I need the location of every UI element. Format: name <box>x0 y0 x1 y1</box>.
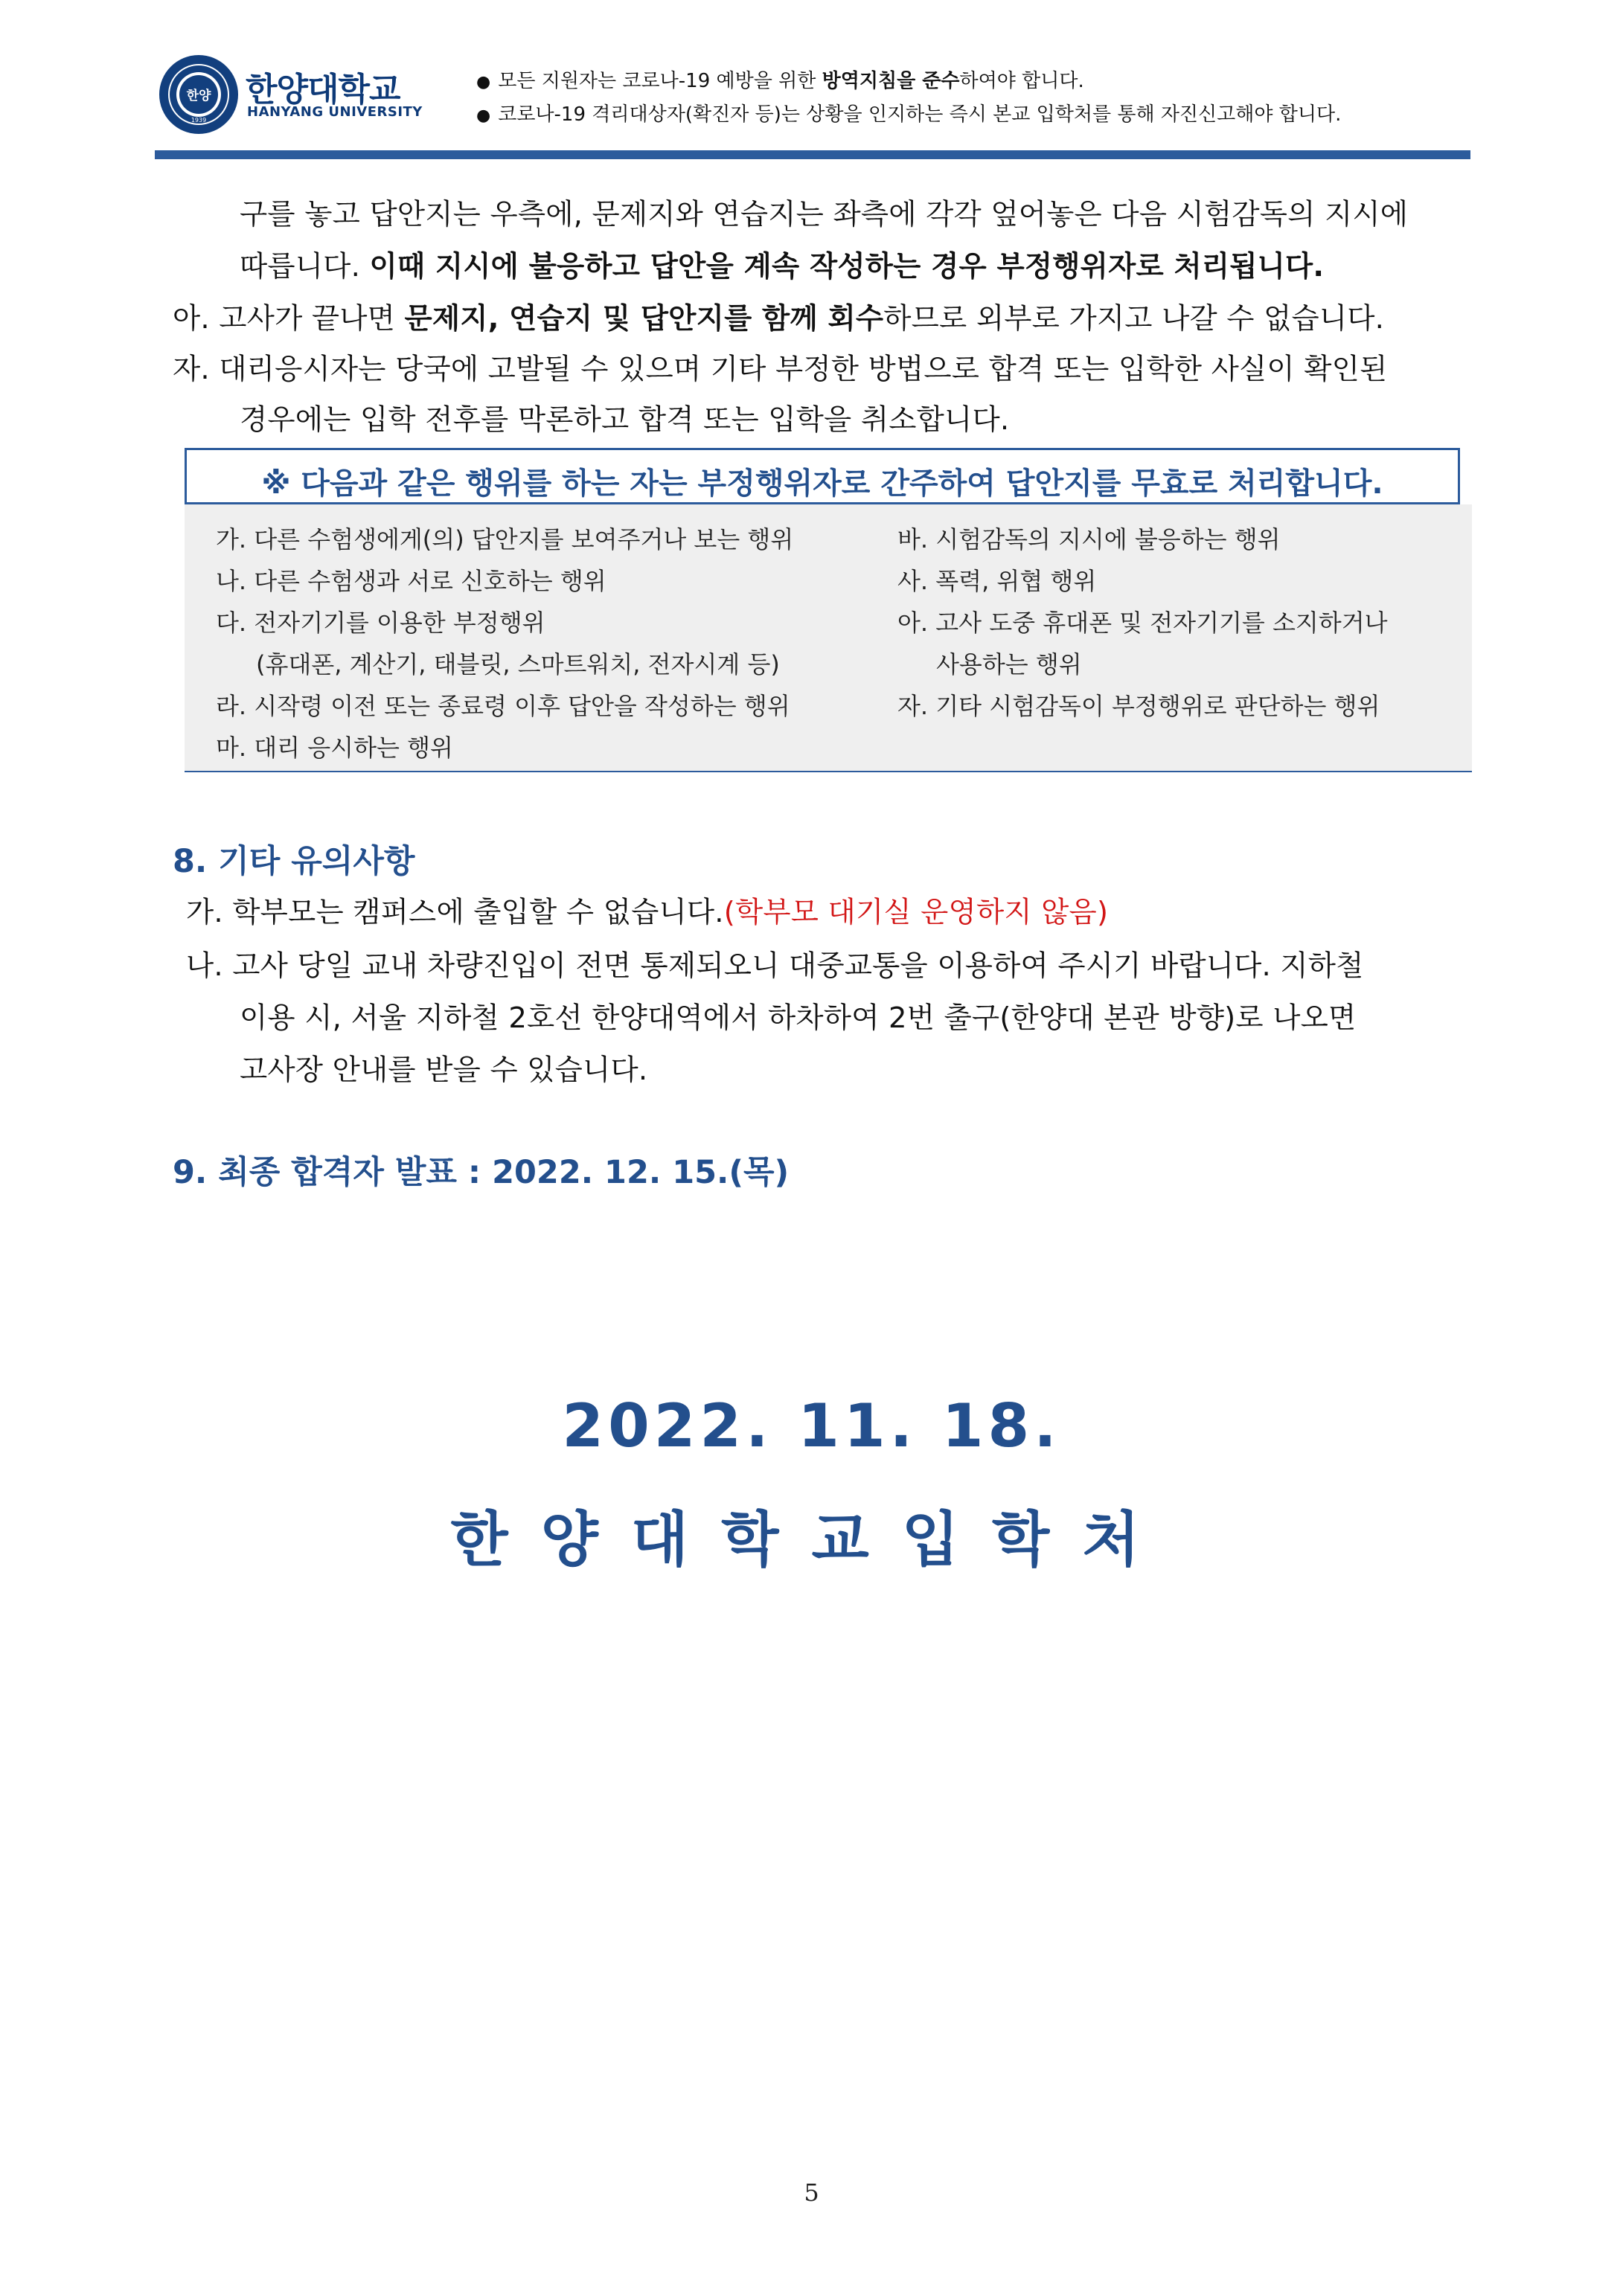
logo-text-korean: 한양대학교 <box>246 71 400 109</box>
bullet-icon: ● <box>476 106 491 125</box>
violation-item: 가. 다른 수험생에게(의) 답안지를 보여주거나 보는 행위 <box>216 525 794 554</box>
item-a-text-1: 고사가 끝나면 <box>209 302 405 336</box>
warning-title-box <box>185 448 1460 504</box>
university-logo <box>158 54 423 135</box>
item-ja-line-2: 경우에는 입학 전후를 막론하고 합격 또는 입학을 취소합니다. <box>240 403 1010 437</box>
header-notice-1 <box>476 65 1084 93</box>
item-ja-marker: 자. <box>173 353 210 386</box>
notice-1-bold: 방역지침을 준수 <box>822 70 960 92</box>
seal-year: 1939 <box>191 117 207 124</box>
violation-item: 라. 시작령 이전 또는 종료령 이후 답안을 작성하는 행위 <box>216 692 790 720</box>
section-8-title: 8. 기타 유의사항 <box>173 843 415 880</box>
notice-2-text: 코로나-19 격리대상자(확진자 등)는 상황을 인지하는 즉시 본교 입학처를 통해 자진신고해야 합니다. <box>498 103 1342 126</box>
issue-date: 2022. 11. 18. <box>562 1391 1061 1460</box>
item-a-marker: 아. <box>173 302 210 336</box>
section-8-item-na-line-1: 나. 고사 당일 교내 차량진입이 전면 통제되오니 대중교통을 이용하여 주시기 바랍니다. 지하철 <box>186 949 1364 983</box>
item-ja-line-1 <box>173 347 1387 388</box>
university-seal-icon <box>158 54 240 135</box>
violation-item: 마. 대리 응시하는 행위 <box>216 734 453 762</box>
page-number: 5 <box>804 2178 819 2207</box>
section-8-item-ga <box>186 890 1108 931</box>
item-ja-text: 대리응시자는 당국에 고발될 수 있으며 기타 부정한 방법으로 합격 또는 입학한 사실이 확인된 <box>209 353 1388 386</box>
violation-item-detail: (휴대폰, 계산기, 태블릿, 스마트워치, 전자시계 등) <box>256 650 780 679</box>
item-a-bold: 문제지, 연습지 및 답안지를 함께 회수 <box>404 302 884 336</box>
violation-item: 나. 다른 수험생과 서로 신호하는 행위 <box>216 567 606 595</box>
section-8-item-na-line-3: 고사장 안내를 받을 수 있습니다. <box>240 1054 648 1087</box>
logo-text-english: HANYANG UNIVERSITY <box>247 104 423 120</box>
continuation-line-1: 구를 놓고 답안지는 우측에, 문제지와 연습지는 좌측에 각각 엎어놓은 다음 시험감독의 지시에 <box>240 198 1409 231</box>
section-9-title: 9. 최종 합격자 발표 : 2022. 12. 15.(목) <box>173 1154 790 1191</box>
warning-title: ※ 다음과 같은 행위를 하는 자는 부정행위자로 간주하여 답안지를 무효로 처리합니다. <box>261 466 1383 501</box>
bullet-icon: ● <box>476 73 491 92</box>
continuation-line-2 <box>240 244 1324 285</box>
header-notice-2 <box>476 99 1341 126</box>
violation-item: 아. 고사 도중 휴대폰 및 전자기기를 소지하거나 <box>897 609 1388 637</box>
notice-1-suffix: 하여야 합니다. <box>959 70 1084 92</box>
violation-list-box <box>185 504 1472 772</box>
item-a-text-2: 하므로 외부로 가지고 나갈 수 없습니다. <box>883 302 1385 336</box>
continuation-plain: 따릅니다. <box>240 250 370 283</box>
violation-item: 다. 전자기기를 이용한 부정행위 <box>216 609 545 637</box>
header-divider <box>155 150 1470 159</box>
item-a <box>173 296 1384 337</box>
violation-item: 사. 폭력, 위협 행위 <box>897 567 1097 595</box>
violation-item-detail: 사용하는 행위 <box>936 650 1082 679</box>
violation-item: 자. 기타 시험감독이 부정행위로 판단하는 행위 <box>897 692 1380 720</box>
item-ga-red-note: (학부모 대기실 운영하지 않음) <box>723 896 1109 929</box>
continuation-bold: 이때 지시에 불응하고 답안을 계속 작성하는 경우 부정행위자로 처리됩니다. <box>369 250 1325 283</box>
section-8-item-na-line-2: 이용 시, 서울 지하철 2호선 한양대역에서 하차하여 2번 출구(한양대 본관 방향)로 나오면 <box>240 1001 1357 1035</box>
notice-1-prefix: 모든 지원자는 코로나-19 예방을 위한 <box>498 70 822 92</box>
seal-text: 한양 <box>186 89 211 103</box>
item-ga-text: 가. 학부모는 캠퍼스에 출입할 수 없습니다. <box>186 896 724 929</box>
violation-item: 바. 시험감독의 지시에 불응하는 행위 <box>897 525 1281 554</box>
issuing-organization: 한양대학교입학처 <box>450 1505 1173 1574</box>
